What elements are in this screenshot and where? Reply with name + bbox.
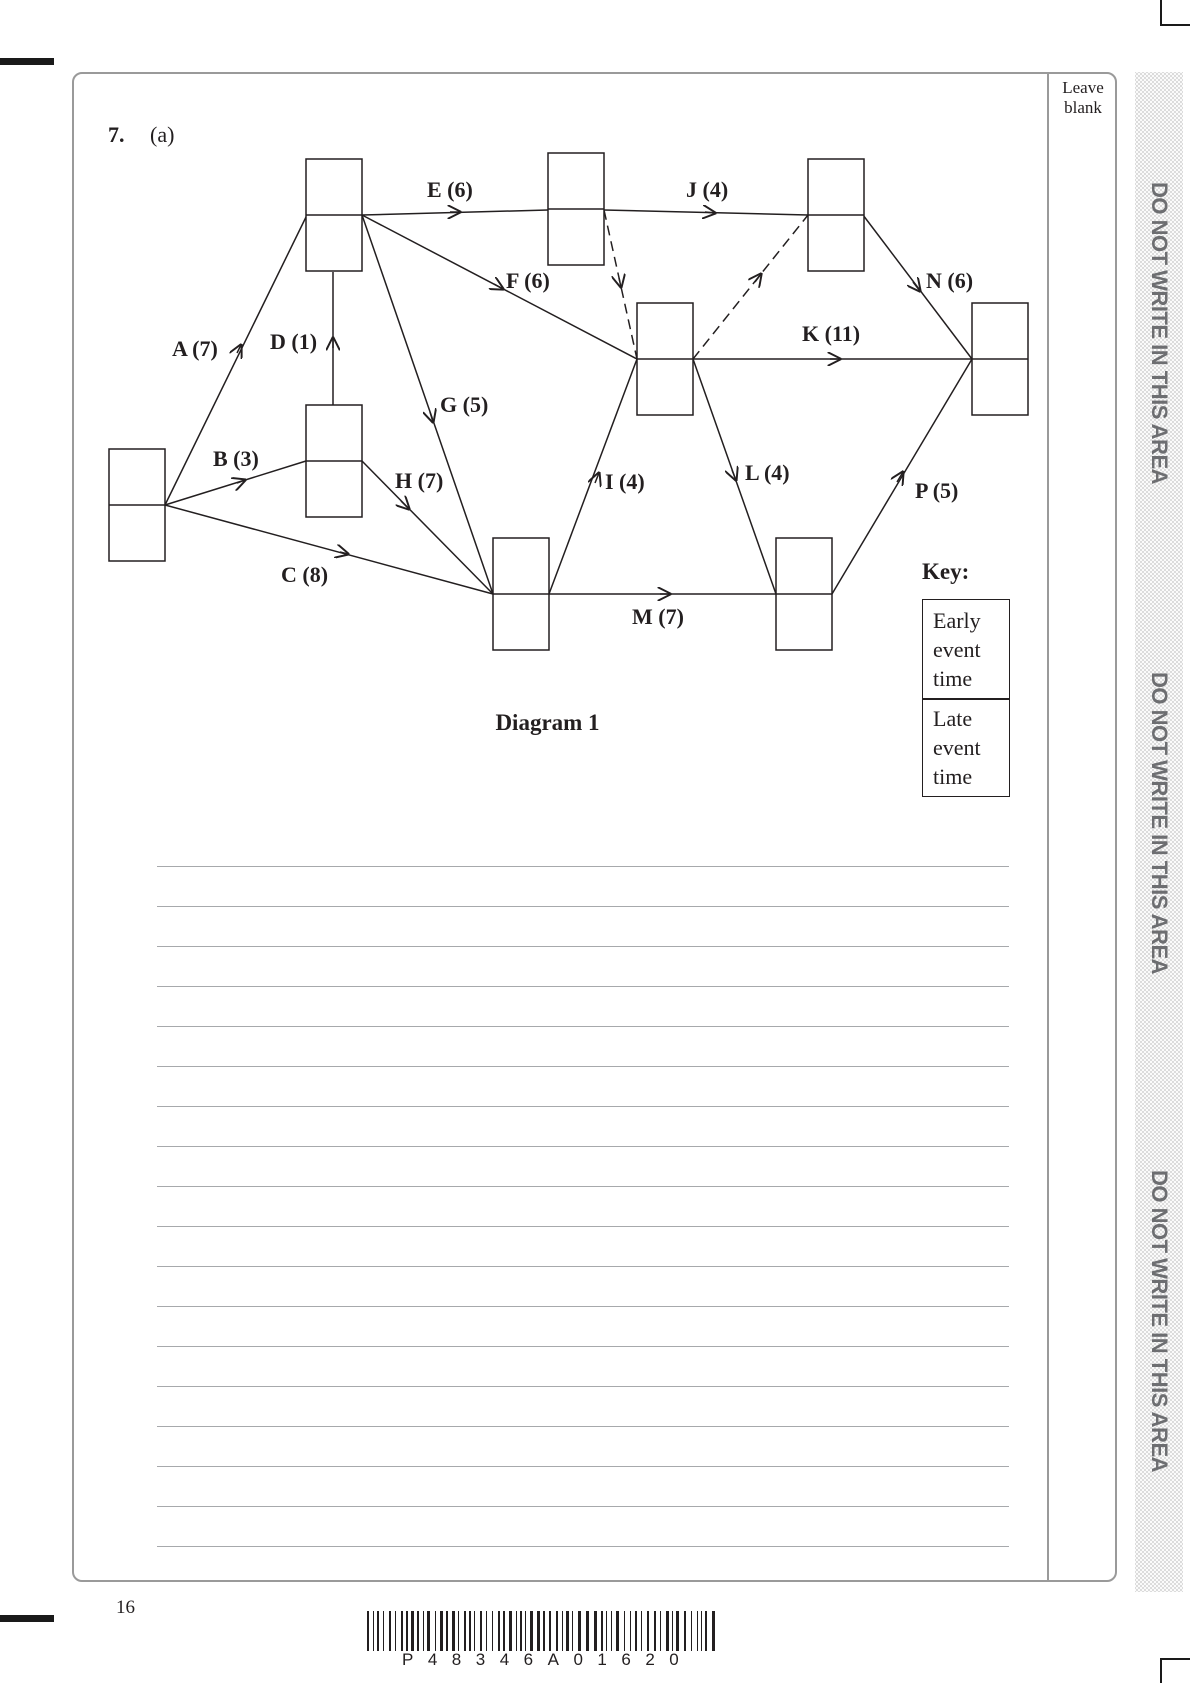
barcode-bar [401, 1611, 403, 1651]
activity-network-diagram [0, 0, 1190, 760]
barcode-bar [624, 1611, 625, 1651]
barcode-bar [423, 1611, 424, 1651]
barcode-bar [691, 1611, 692, 1651]
key-divider [923, 698, 1009, 700]
label-n: N (6) [926, 268, 974, 293]
page-number: 16 [116, 1597, 135, 1618]
barcode-bar [660, 1611, 661, 1651]
barcode-number: P48346A01620 [402, 1650, 694, 1669]
arrow-n [913, 282, 920, 291]
barcode-bar [586, 1611, 589, 1651]
barcode-bar [701, 1611, 702, 1651]
barcode-bar [676, 1611, 679, 1651]
arrow-c [340, 552, 348, 554]
label-h: H (7) [395, 468, 444, 493]
barcode-bar [474, 1611, 475, 1651]
label-l: L (4) [745, 460, 790, 485]
barcode-bar [556, 1611, 558, 1651]
answer-line[interactable] [157, 906, 1009, 907]
barcode-bar [395, 1611, 396, 1651]
barcode-bar [594, 1611, 597, 1651]
barcode-bar [509, 1611, 512, 1651]
barcode-bar [492, 1611, 493, 1651]
barcode-bar [503, 1611, 505, 1651]
label-p: P (5) [915, 478, 959, 503]
barcode-bar [480, 1611, 482, 1651]
barcode-bar [666, 1611, 669, 1651]
side-warning-3: DO NOT WRITE IN THIS AREA [1147, 1170, 1172, 1473]
label-i: I (4) [605, 469, 645, 494]
barcode-bar [616, 1611, 619, 1651]
barcode-bar [389, 1611, 391, 1651]
barcode-bar [641, 1611, 642, 1651]
barcode-bar [486, 1611, 487, 1651]
barcode-bar [672, 1611, 673, 1651]
barcode-bar [516, 1611, 517, 1651]
answer-line[interactable] [157, 1186, 1009, 1187]
key-box [922, 599, 1010, 797]
label-g: G (5) [440, 392, 489, 417]
event-node-3 [306, 405, 362, 517]
event-node-9 [972, 303, 1028, 415]
barcode-bar [440, 1611, 443, 1651]
barcode-bar [611, 1611, 612, 1651]
event-node-6 [493, 538, 549, 650]
label-c: C (8) [281, 562, 329, 587]
answer-line[interactable] [157, 866, 1009, 867]
answer-line[interactable] [157, 1306, 1009, 1307]
question-number: 7. [108, 122, 125, 147]
label-f: F (6) [506, 268, 550, 293]
event-node-5 [637, 303, 693, 415]
barcode-bar [647, 1611, 649, 1651]
side-warning-2: DO NOT WRITE IN THIS AREA [1147, 672, 1172, 975]
answer-line[interactable] [157, 1466, 1009, 1467]
answer-line[interactable] [157, 1106, 1009, 1107]
barcode-bar [543, 1611, 545, 1651]
barcode-bar [406, 1611, 408, 1651]
registration-mark-bottom [0, 1615, 54, 1622]
barcode-bar [452, 1611, 455, 1651]
answer-line[interactable] [157, 1506, 1009, 1507]
barcode-bar [464, 1611, 466, 1651]
barcode-bar [469, 1611, 471, 1651]
barcode-bar [705, 1611, 707, 1651]
barcode-bar [578, 1611, 581, 1651]
label-m: M (7) [632, 604, 684, 629]
event-node-2 [306, 159, 362, 271]
event-node-4 [548, 153, 604, 265]
answer-line[interactable] [157, 946, 1009, 947]
barcode-bar [458, 1611, 459, 1651]
crop-mark-bottom-right [1160, 1660, 1162, 1683]
answer-line[interactable] [157, 986, 1009, 987]
barcode-bar [606, 1611, 607, 1651]
answer-line[interactable] [157, 1546, 1009, 1547]
answer-line[interactable] [157, 1146, 1009, 1147]
barcode-bar [601, 1611, 603, 1651]
label-b: B (3) [213, 446, 259, 471]
side-warning-1: DO NOT WRITE IN THIS AREA [1147, 182, 1172, 485]
barcode-bar [417, 1611, 419, 1651]
barcode-bar [377, 1611, 379, 1651]
leave-blank-label: Leave blank [1062, 78, 1104, 117]
crop-mark-bottom-right-h [1160, 1658, 1190, 1660]
key-late-event-time: Late event time [933, 706, 981, 789]
key-title: Key: [922, 559, 970, 584]
barcode-bar [367, 1611, 369, 1651]
label-d: D (1) [270, 329, 318, 354]
barcode-bar [530, 1611, 533, 1651]
key-early-event-time: Early event time [933, 608, 981, 691]
dummy-edge-2 [693, 215, 808, 359]
arrow-i [595, 473, 599, 483]
barcode-bar [446, 1611, 448, 1651]
barcode-bar [498, 1611, 500, 1651]
barcode-bar [635, 1611, 637, 1651]
barcode-bar [435, 1611, 436, 1651]
label-k: K (11) [802, 321, 861, 346]
dummy-arrow-1 [619, 278, 621, 287]
barcode-bar [684, 1611, 686, 1651]
barcode-bar [537, 1611, 540, 1651]
event-node-8 [776, 538, 832, 650]
barcode-bar [427, 1611, 430, 1651]
answer-line[interactable] [157, 1266, 1009, 1267]
label-e: E (6) [427, 177, 473, 202]
barcode-bar [549, 1611, 551, 1651]
barcode-bar [411, 1611, 414, 1651]
barcode-bar [712, 1611, 715, 1651]
answer-line[interactable] [157, 1386, 1009, 1387]
diagram-caption: Diagram 1 [495, 710, 600, 735]
event-node-7 [808, 159, 864, 271]
edge-c [165, 505, 493, 594]
answer-line[interactable] [157, 1426, 1009, 1427]
answer-line[interactable] [157, 1346, 1009, 1347]
answer-line[interactable] [157, 1026, 1009, 1027]
barcode-bar [566, 1611, 569, 1651]
event-node-1 [109, 449, 165, 561]
barcode-bar [630, 1611, 631, 1651]
barcode-bar [697, 1611, 698, 1651]
barcode-bar [654, 1611, 656, 1651]
label-a: A (7) [172, 336, 218, 361]
arrow-h [401, 501, 409, 509]
answer-line[interactable] [157, 1066, 1009, 1067]
dummy-arrow-2 [755, 274, 761, 282]
barcode-bar [373, 1611, 374, 1651]
arrow-j [705, 212, 715, 213]
barcode-bar [525, 1611, 526, 1651]
barcode-bar [562, 1611, 563, 1651]
answer-line[interactable] [157, 1226, 1009, 1227]
barcode-bar [520, 1611, 522, 1651]
arrow-l [732, 470, 736, 480]
question-part: (a) [150, 122, 175, 147]
label-j: J (4) [686, 177, 729, 202]
barcode-bar [383, 1611, 384, 1651]
barcode-bar [572, 1611, 573, 1651]
arrow-f [494, 284, 503, 289]
